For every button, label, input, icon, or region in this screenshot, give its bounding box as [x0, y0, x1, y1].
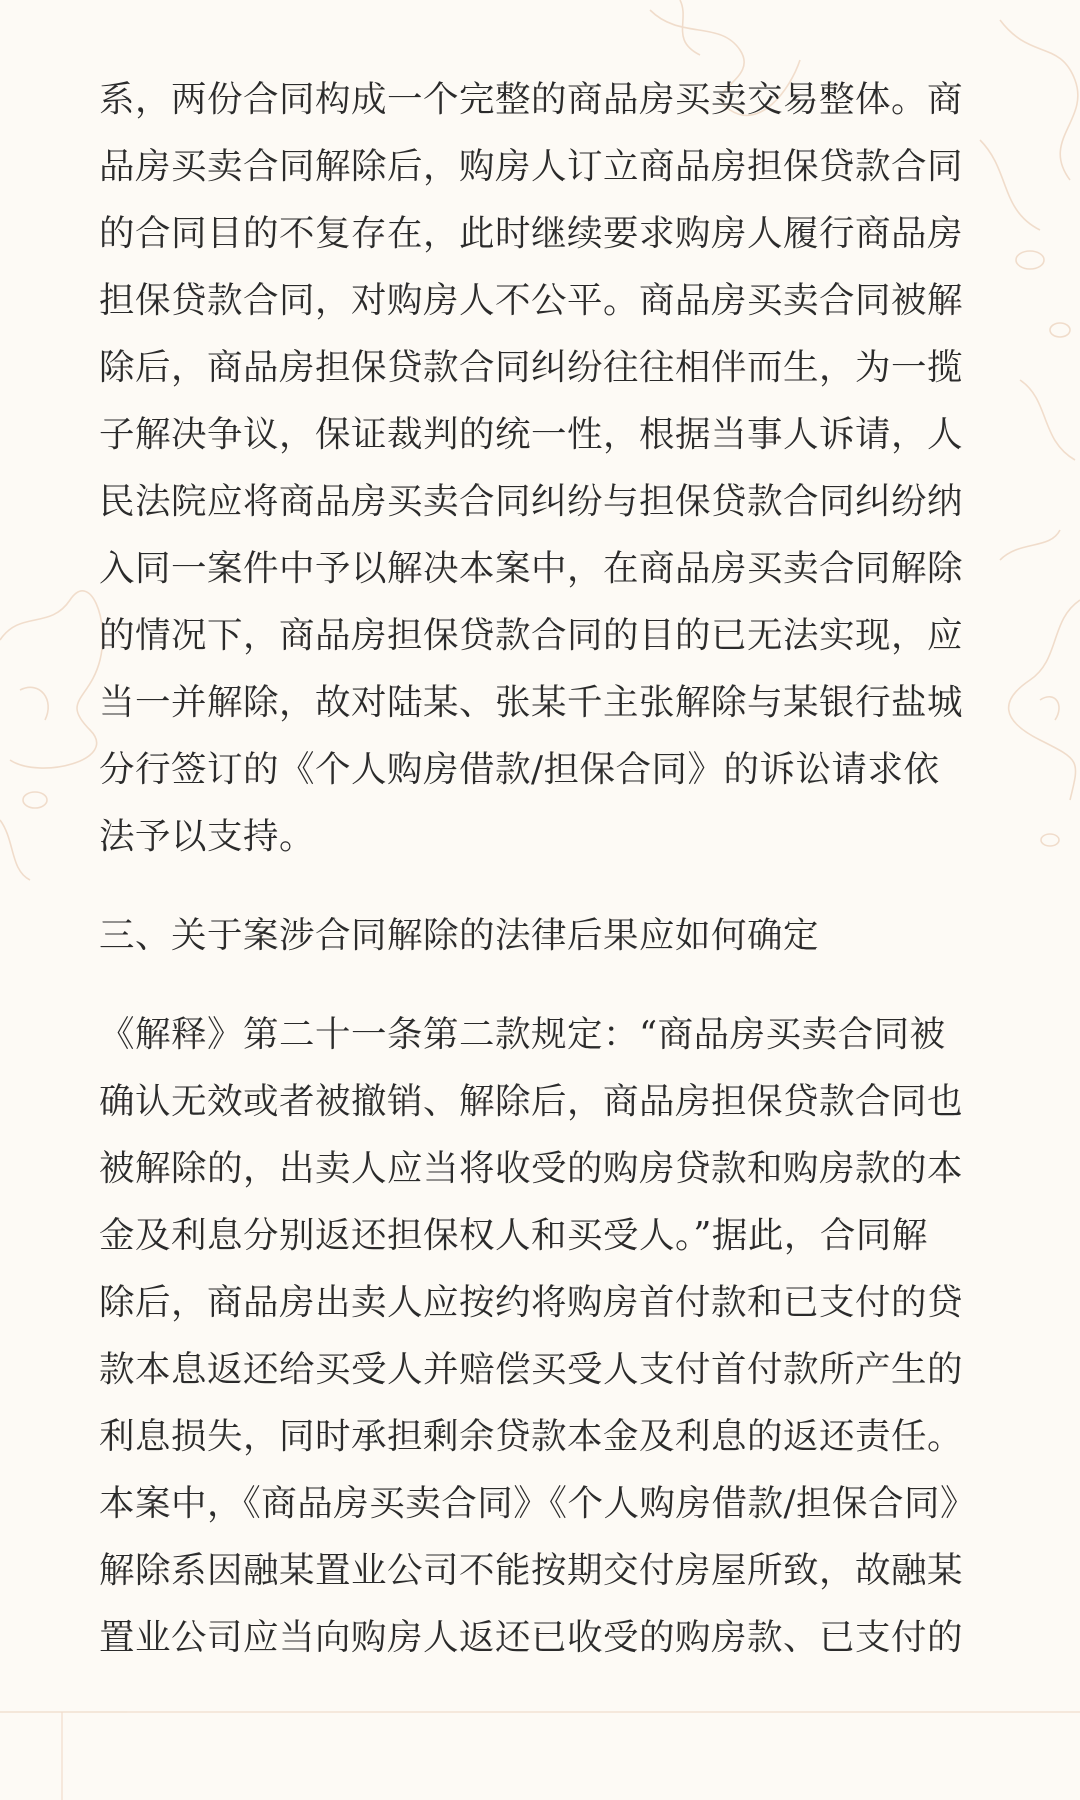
text-line: 确认无效或者被撤销、解除后，商品房担保贷款合同也	[99, 1081, 964, 1122]
text-line: 子解决争议，保证裁判的统一性，根据当事人诉请，人	[99, 414, 964, 455]
article-body	[99, 66, 1019, 1671]
text-line: 法予以支持。	[99, 816, 316, 857]
text-line: 担保贷款合同，对购房人不公平。商品房买卖合同被解	[99, 280, 964, 321]
text-line: 民法院应将商品房买卖合同纠纷与担保贷款合同纠纷纳	[99, 481, 964, 522]
text-line: 利息损失，同时承担剩余贷款本金及利息的返还责任。	[99, 1416, 964, 1457]
text-line: 《解释》第二十一条第二款规定：“商品房买卖合同被	[99, 1014, 946, 1055]
text-line: 的情况下，商品房担保贷款合同的目的已无法实现，应	[99, 615, 964, 656]
text-line: 款本息返还给买受人并赔偿买受人支付首付款所产生的	[99, 1349, 964, 1390]
text-line: 入同一案件中予以解决本案中，在商品房买卖合同解除	[99, 548, 964, 589]
section-heading	[99, 902, 1019, 969]
text-line: 除后，商品房出卖人应按约将购房首付款和已支付的贷	[99, 1282, 964, 1323]
section-heading-text: 三、关于案涉合同解除的法律后果应如何确定	[99, 915, 820, 956]
paragraph-1	[99, 66, 1019, 870]
text-line: 除后，商品房担保贷款合同纠纷往往相伴而生，为一揽	[99, 347, 964, 388]
text-line: 本案中，《商品房买卖合同》《个人购房借款/担保合同》	[99, 1483, 976, 1524]
text-line: 解除系因融某置业公司不能按期交付房屋所致，故融某	[99, 1550, 964, 1591]
paragraph-2	[99, 1001, 1019, 1671]
text-line: 的合同目的不复存在，此时继续要求购房人履行商品房	[99, 213, 964, 254]
text-line: 系，两份合同构成一个完整的商品房买卖交易整体。商	[99, 79, 964, 120]
text-line: 当一并解除，故对陆某、张某千主张解除与某银行盐城	[99, 682, 964, 723]
text-line: 被解除的，出卖人应当将收受的购房贷款和购房款的本	[99, 1148, 964, 1189]
text-line: 置业公司应当向购房人返还已收受的购房款、已支付的	[99, 1617, 964, 1658]
text-line: 品房买卖合同解除后，购房人订立商品房担保贷款合同	[99, 146, 964, 187]
text-line: 分行签订的《个人购房借款/担保合同》的诉讼请求依	[99, 749, 940, 790]
text-line: 金及利息分别返还担保权人和买受人。”据此，合同解	[99, 1215, 928, 1256]
